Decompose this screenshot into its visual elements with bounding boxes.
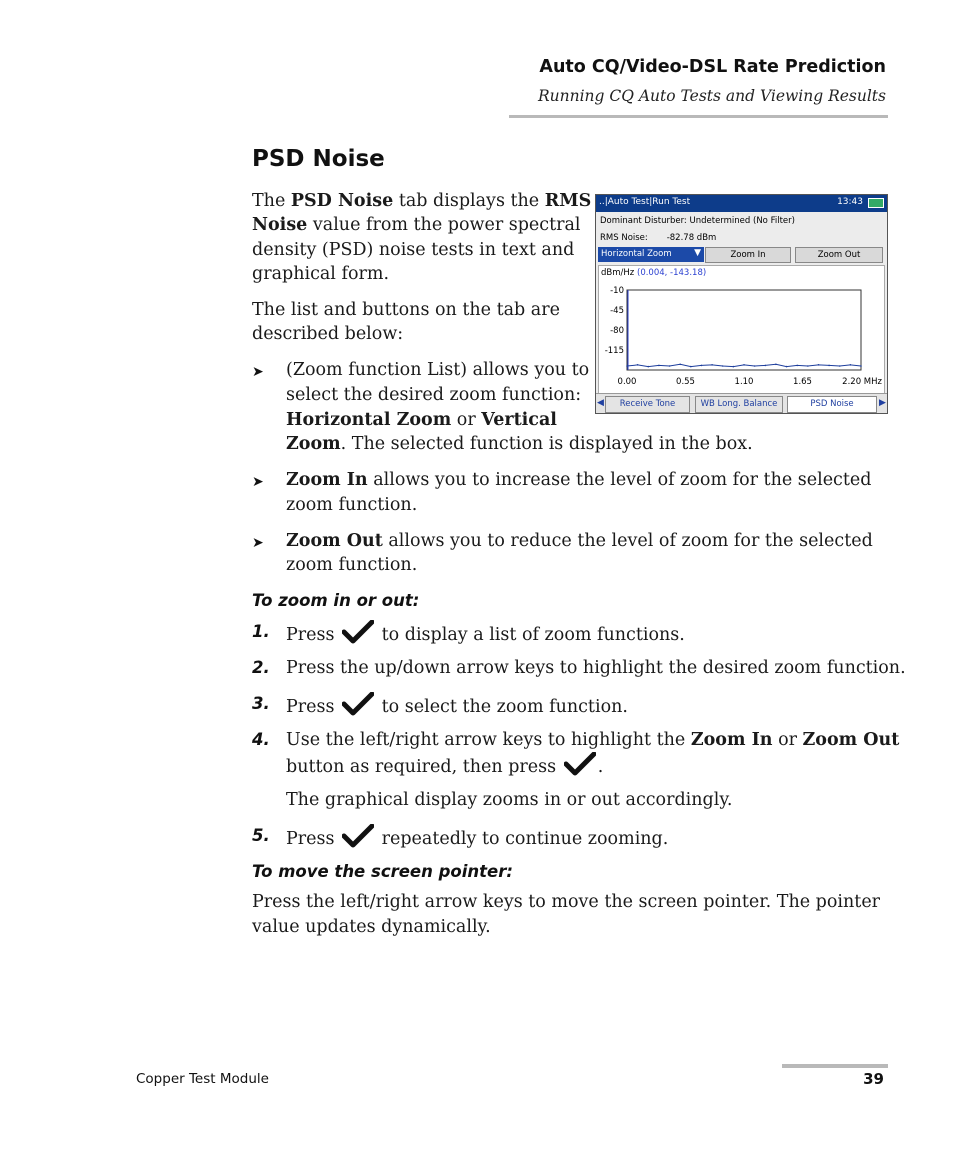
running-header-subtitle: Running CQ Auto Tests and Viewing Results [537, 87, 886, 105]
intro-line-1: The PSD Noise tab displays the RMS [252, 191, 592, 211]
footer-rule [782, 1064, 888, 1068]
running-header-title: Auto CQ/Video-DSL Rate Prediction [539, 57, 886, 77]
dropdown-arrow-icon: ▼ [694, 248, 701, 258]
step-number: 5. [252, 826, 270, 845]
psd-data-point [839, 365, 841, 367]
y-tick-label: -45 [610, 306, 624, 316]
psd-data-point [860, 365, 862, 367]
psd-data-point [701, 365, 703, 367]
zoom-out-button[interactable]: Zoom Out [795, 247, 883, 263]
y-tick-label: -80 [610, 326, 624, 336]
bullet-1-line-3: Horizontal Zoom or Vertical [286, 410, 557, 430]
psd-data-point [743, 364, 745, 366]
procedure-title-pointer: To move the screen pointer: [252, 862, 513, 881]
y-tick-label: -10 [610, 286, 624, 296]
psd-data-point [764, 365, 766, 367]
bullet-1-line-2: select the desired zoom function: [286, 385, 582, 405]
step-5-text: Press repeatedly to continue zooming. [286, 824, 668, 852]
psd-data-point [711, 364, 713, 366]
step-number: 2. [252, 658, 270, 677]
psd-data-point [818, 364, 820, 366]
psd-data-point [796, 365, 798, 367]
bullet-1-line-4: Zoom. The selected function is displayed in the box. [286, 434, 753, 454]
psd-data-point [647, 366, 649, 368]
device-clock: 13:43 [837, 197, 863, 207]
psd-data-point [828, 365, 830, 367]
step-2-text: Press the up/down arrow keys to highlight the desired zoom function. [286, 658, 906, 678]
tab-receive-tone[interactable]: Receive Tone [605, 396, 690, 413]
checkmark-icon [342, 692, 374, 716]
step-number: 3. [252, 694, 270, 713]
zoom-in-button[interactable]: Zoom In [705, 247, 791, 263]
bullet-1-line-1: (Zoom function List) allows you to [286, 360, 590, 380]
psd-data-point [733, 366, 735, 368]
footer-document-title: Copper Test Module [136, 1071, 269, 1087]
header-rule [509, 115, 888, 118]
x-tick-label: 0.55 [676, 377, 695, 387]
list-intro-line-1: The list and buttons on the tab are [252, 300, 560, 320]
psd-data-point [658, 365, 660, 367]
step-number: 4. [252, 730, 270, 749]
page-number: 39 [863, 1070, 884, 1088]
step-3-text: Press to select the zoom function. [286, 692, 628, 720]
intro-line-4: graphical form. [252, 264, 390, 284]
step-1-text: Press to display a list of zoom functions. [286, 620, 685, 648]
bullet-2-line-2: zoom function. [286, 495, 418, 515]
bullet-3-line-2: zoom function. [286, 555, 418, 575]
psd-data-point [722, 365, 724, 367]
x-tick-label: 1.10 [734, 377, 754, 387]
psd-plot-area[interactable] [598, 265, 885, 396]
step-4-line-1: Use the left/right arrow keys to highlight the Zoom In or Zoom Out [286, 730, 900, 750]
bullet-arrow-icon: ➤ [252, 364, 264, 380]
checkmark-icon [564, 752, 596, 776]
step-4-line-2: button as required, then press . [286, 752, 603, 780]
battery-icon [868, 198, 884, 208]
procedure-title-zoom: To zoom in or out: [252, 591, 420, 610]
checkmark-icon [342, 620, 374, 644]
device-breadcrumb[interactable]: ..|Auto Test|Run Test [599, 197, 691, 207]
psd-data-point [786, 366, 788, 368]
psd-data-point [754, 365, 756, 367]
psd-data-point [626, 365, 628, 367]
tab-scroll-right-icon[interactable]: ▶ [879, 398, 886, 408]
dominant-disturber-row: Dominant Disturber: Undetermined (No Filter) [600, 216, 795, 226]
bullet-2-line-1: Zoom In allows you to increase the level of zoom for the selected [286, 470, 872, 490]
plot-frame [627, 290, 861, 370]
device-tab-bar [596, 393, 887, 414]
bullet-arrow-icon: ➤ [252, 474, 264, 490]
rms-noise-row: RMS Noise: -82.78 dBm [600, 233, 717, 243]
psd-data-point [775, 363, 777, 365]
y-axis-label: dBm/Hz [601, 268, 635, 278]
psd-data-point [807, 365, 809, 367]
tab-wb-long-balance[interactable]: WB Long. Balance [695, 396, 783, 413]
psd-data-point [637, 364, 639, 366]
intro-line-3: density (PSD) noise tests in text and [252, 240, 575, 260]
tab-scroll-left-icon[interactable]: ◀ [597, 398, 604, 408]
list-intro-line-2: described below: [252, 324, 404, 344]
section-title: PSD Noise [252, 146, 385, 172]
psd-chart[interactable] [599, 266, 884, 395]
pointer-line-1: Press the left/right arrow keys to move the screen pointer. The pointer [252, 892, 881, 912]
y-tick-label: -115 [604, 346, 624, 356]
device-title-bar [596, 195, 887, 212]
x-tick-label: 0.00 [617, 377, 637, 387]
step-number: 1. [252, 622, 270, 641]
psd-data-point [690, 366, 692, 368]
step-4-result: The graphical display zooms in or out accordingly. [286, 790, 733, 810]
intro-line-2: Noise value from the power spectral [252, 215, 581, 235]
x-tick-label: 1.65 [793, 377, 812, 387]
pointer-line-2: value updates dynamically. [252, 917, 491, 937]
pointer-readout: (0.004, -143.18) [637, 268, 707, 278]
zoom-function-list[interactable]: Horizontal Zoom ▼ [598, 247, 704, 262]
checkmark-icon [342, 824, 374, 848]
psd-data-point [850, 364, 852, 366]
device-screenshot [595, 194, 888, 414]
bullet-3-line-1: Zoom Out allows you to reduce the level of zoom for the selected [286, 531, 873, 551]
bullet-arrow-icon: ➤ [252, 535, 264, 551]
psd-data-point [679, 363, 681, 365]
device-body [596, 212, 887, 396]
x-tick-label: 2.20 MHz [842, 377, 882, 387]
psd-data-point [669, 365, 671, 367]
tab-psd-noise[interactable]: PSD Noise [787, 396, 877, 413]
